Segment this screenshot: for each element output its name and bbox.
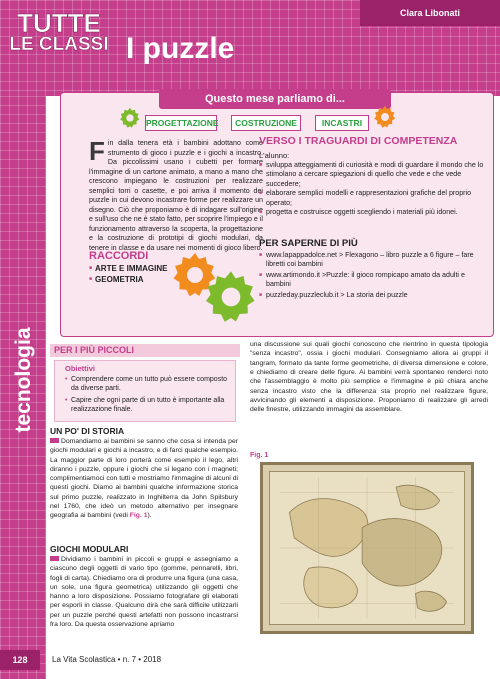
series-logo-line1: TUTTE [17,8,101,38]
modulari-text: Dividiamo i bambini in piccoli e gruppi e assegniamo a ciascuno degli oggetti di vario tipo (gomme, pennarelli, libri, fogli di carta). Chiediamo ora di produrre una figura (una casa, un sole, una figura geometrica) utilizzando gli oggetti che hanno a loro disposizione. Possiamo fotografare gli elaborati per esporli in classe. Qualcuno dirà che sarà difficile utilizzarli per un puzzle perché questi artefatti non possono incastrarsi fra loro. Da questa osservazione apriamo [50,556,238,629]
intro-paragraph [89,136,263,253]
modulari-heading: GIOCHI MODULARI [50,544,129,554]
obiettivi-list [65,375,233,417]
traguardi-list [259,161,487,217]
figure-ref: Fig. 1 [129,512,148,520]
link-item[interactable]: ■ www.artimondo.it >Puzzle: il gioco rompicapo amato da adulti e bambini [259,271,487,290]
alunno-label: L'alunno: [259,151,290,160]
paragraph-marker [50,556,59,561]
storia-paragraph [50,437,238,521]
obiettivi-box [54,360,236,422]
list-item: ■ elaborare semplici modelli e rappresentazioni grafiche del proprio operato; [259,189,487,208]
intro-dropcap: F [89,136,105,166]
page-number: 128 [0,650,40,670]
tag-costruzione: COSTRUZIONE [231,115,301,131]
gear-icon [203,269,259,325]
discussion-paragraph: una discussione sui quali giochi conoscono che rientrino in questa tipologia "senza incastro", ossia i giochi modulari. Consegniamo allora ai gruppi il tangram, formato da tante forme geometriche, di diversa dimensione e colore, e chiediamo di creare delle figure. Ai bambini verrà spontaneo renderci noto che l'assemblaggio è molto più semplice e l'immagine è più chiara anche senza incastro visto che la differenza sta proprio nel realizzare figure, avvicinando gli elementi a disposizione. Proponiamo di realizzare gli arredi delle finestre, utilizzando immagini da assemblare. [250,341,488,414]
month-banner: Questo mese parliamo di... [159,89,391,109]
gear-icon [373,105,397,129]
list-item: ■ GEOMETRIA [89,274,209,285]
list-item: • Comprendere come un tutto può essere composto da diverse parti. [65,375,233,393]
storia-heading: UN PO' DI STORIA [50,426,125,436]
saperne-heading: PER SAPERNE DI PIÙ [259,238,358,249]
journal-info: La Vita Scolastica • n. 7 • 2018 [52,655,162,664]
tag-incastri: INCASTRI [315,115,369,131]
raccordi-heading: RACCORDI [89,250,149,262]
intro-text: in dalla tenera età i bambini adottano come strumento di gioco i puzzle e i giochi a incastro. Da piccolissimi usano i cubetti per formare l'immagine di un cartone animato, a mano a mano che crescono impiegano le costruzioni per realizzare semplici torri o casette, e poi arriva il momento dei puzzle in cui devono incastrare forme per realizzare un disegno. Ciò che proponiamo è di indagare sull'origine e sull'uso che ne è stato fatto, per scoprire l'impiego e il funzionamento attraverso la scoperta, la progettazione e la costruzione di prototipi di giochi modulari, da tenere in classe e da usare nei momenti di gioco libero. [89,139,263,252]
gear-icon [119,107,141,129]
subject-label [2,300,46,460]
link-item[interactable]: ■ www.lapappadolce.net > Flexagono – libro puzzle a 6 figure – fare libretti coi bambini [259,251,487,270]
modulari-paragraph [50,555,238,629]
piccoli-heading: PER I PIÙ PICCOLI [50,344,240,357]
list-item: ■ sviluppa atteggiamenti di curiosità e modi di guardare il mondo che lo stimolano a cercare spiegazioni di quello che vede e che vede succedere; [259,161,487,189]
author-name: Clara Libonati [360,0,500,26]
series-logo [6,10,112,72]
list-item: • Capire che ogni parte di un tutto è importante alla realizzazione finale. [65,396,233,414]
series-logo-line2: LE CLASSI [9,34,109,55]
list-item: ■ progetta e costruisce oggetti scegliendo i materiali più idonei. [259,208,487,217]
figure-label: Fig. 1 [250,452,269,459]
list-item: ■ ARTE E IMMAGINE [89,263,209,274]
map-illustration [270,472,464,624]
antique-map-image [260,462,474,634]
map-surface [269,471,465,625]
month-topics-box [60,92,494,337]
links-list [259,251,487,301]
traguardi-heading: VERSO I TRAGUARDI DI COMPETENZA [259,135,458,147]
storia-text: Domandiamo ai bambini se sanno che cosa si intenda per giochi modulari e giochi a incastro, e di farci qualche esempio. La maggior parte di loro porterà come esempio il lego, altri diranno i puzzle, oppure i giochi che si legano con i magneti; complimentiamoci con tutti e mostriamo l'immagine di alcuni di questi giochi. Diamo ai bambini qualche informazione storica sul primo puzzle, realizzato in Inghilterra da John Spilsbury nel 1760, che ideò un metodo alternativo per insegnare geografia ai bambini (vedi [50,438,238,520]
tag-progettazione: PROGETTAZIONE [145,115,217,131]
obiettivi-heading: Obiettivi [65,364,96,373]
storia-end: ). [147,512,152,520]
paragraph-marker [50,438,59,443]
page-title: I puzzle [126,32,235,65]
link-item[interactable]: ■ puzzleday.puzzleclub.it > La storia dei puzzle [259,291,487,300]
subject-label-text: tecnologia [12,327,35,433]
